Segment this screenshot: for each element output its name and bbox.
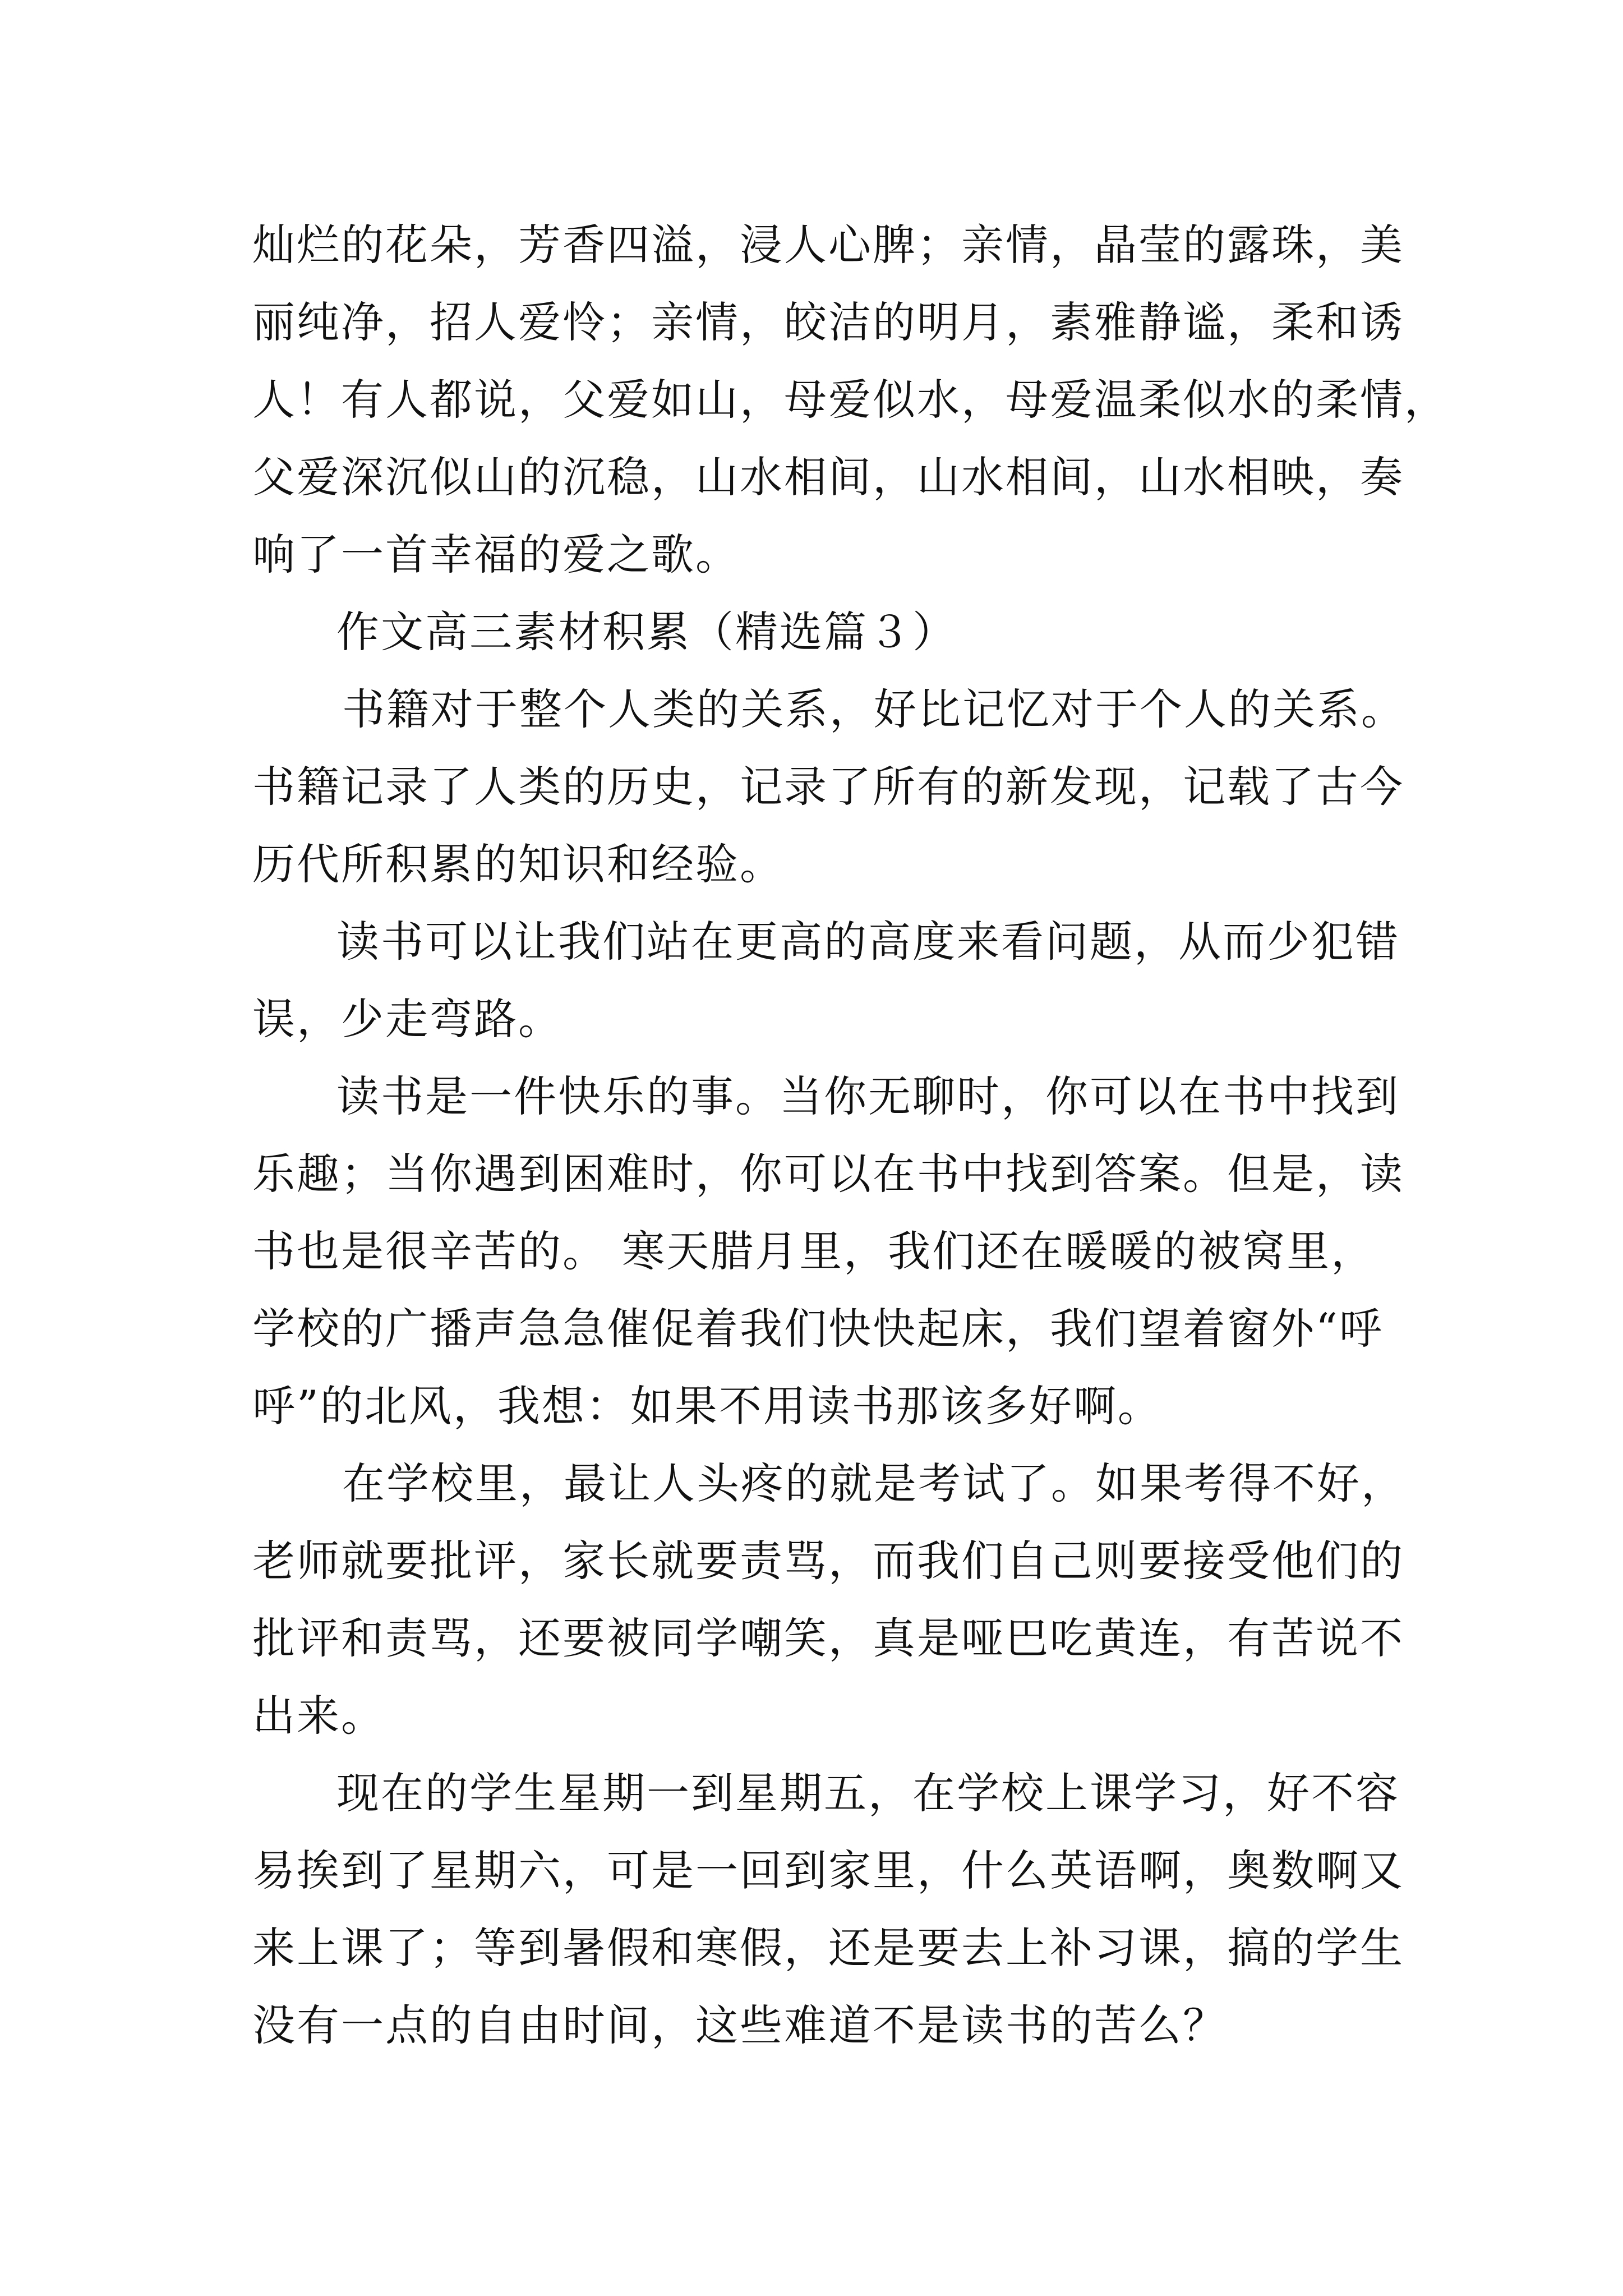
text-line: 批评和责骂，还要被同学嘲笑，真是哑巴吃黄连，有苦说不 (252, 1613, 1404, 1663)
text-line: 易挨到了星期六，可是一回到家里，什么英语啊，奥数啊又 (252, 1846, 1404, 1895)
text-line: 出来。 (252, 1691, 385, 1741)
document-body (252, 206, 1449, 2064)
paragraph-start-line: 读书是一件快乐的事。当你无聊时，你可以在书中找到 (336, 1071, 1400, 1121)
paragraph-start-line: 现在的学生星期一到星期五，在学校上课学习，好不容 (336, 1768, 1400, 1818)
text-line: 人！有人都说，父爱如山，母爱似水，母爱温柔似水的柔情， (252, 375, 1449, 425)
text-line: 没有一点的自由时间，这些难道不是读书的苦么？ (252, 2000, 1227, 2050)
text-line: 丽纯净，招人爱怜；亲情，皎洁的明月，素雅静谧，柔和诱 (252, 297, 1404, 347)
paragraph-start-line: 书籍对于整个人类的关系，好比记忆对于个人的关系。 (342, 684, 1405, 734)
text-line: 历代所积累的知识和经验。 (252, 839, 784, 889)
text-line: 书籍记录了人类的历史，记录了所有的新发现，记载了古今 (252, 762, 1404, 812)
text-line: 误，少走弯路。 (252, 994, 562, 1044)
text-line: 老师就要批评，家长就要责骂，而我们自己则要接受他们的 (252, 1536, 1404, 1586)
section-heading: 作文高三素材积累（精选篇３） (336, 607, 957, 657)
text-line: 灿烂的花朵，芳香四溢，浸人心脾；亲情，晶莹的露珠，美 (252, 220, 1404, 270)
text-line: 呼”的北风，我想：如果不用读书那该多好啊。 (252, 1381, 1162, 1431)
paragraph-start-line: 读书可以让我们站在更高的高度来看问题，从而少犯错 (336, 917, 1400, 967)
text-line: 父爱深沉似山的沉稳，山水相间，山水相间，山水相映，奏 (252, 452, 1404, 502)
text-line: 来上课了；等到暑假和寒假，还是要去上补习课，搞的学生 (252, 1923, 1404, 1973)
text-line: 响了一首幸福的爱之歌。 (252, 530, 740, 579)
text-line: 乐趣；当你遇到困难时，你可以在书中找到答案。但是，读 (252, 1149, 1404, 1199)
text-line: 学校的广播声急急催促着我们快快起床，我们望着窗外“呼 (252, 1304, 1384, 1354)
text-line: 书也是很辛苦的。 寒天腊月里，我们还在暖暖的被窝里， (252, 1226, 1376, 1276)
paragraph-start-line: 在学校里，最让人头疼的就是考试了。如果考得不好， (342, 1458, 1405, 1508)
